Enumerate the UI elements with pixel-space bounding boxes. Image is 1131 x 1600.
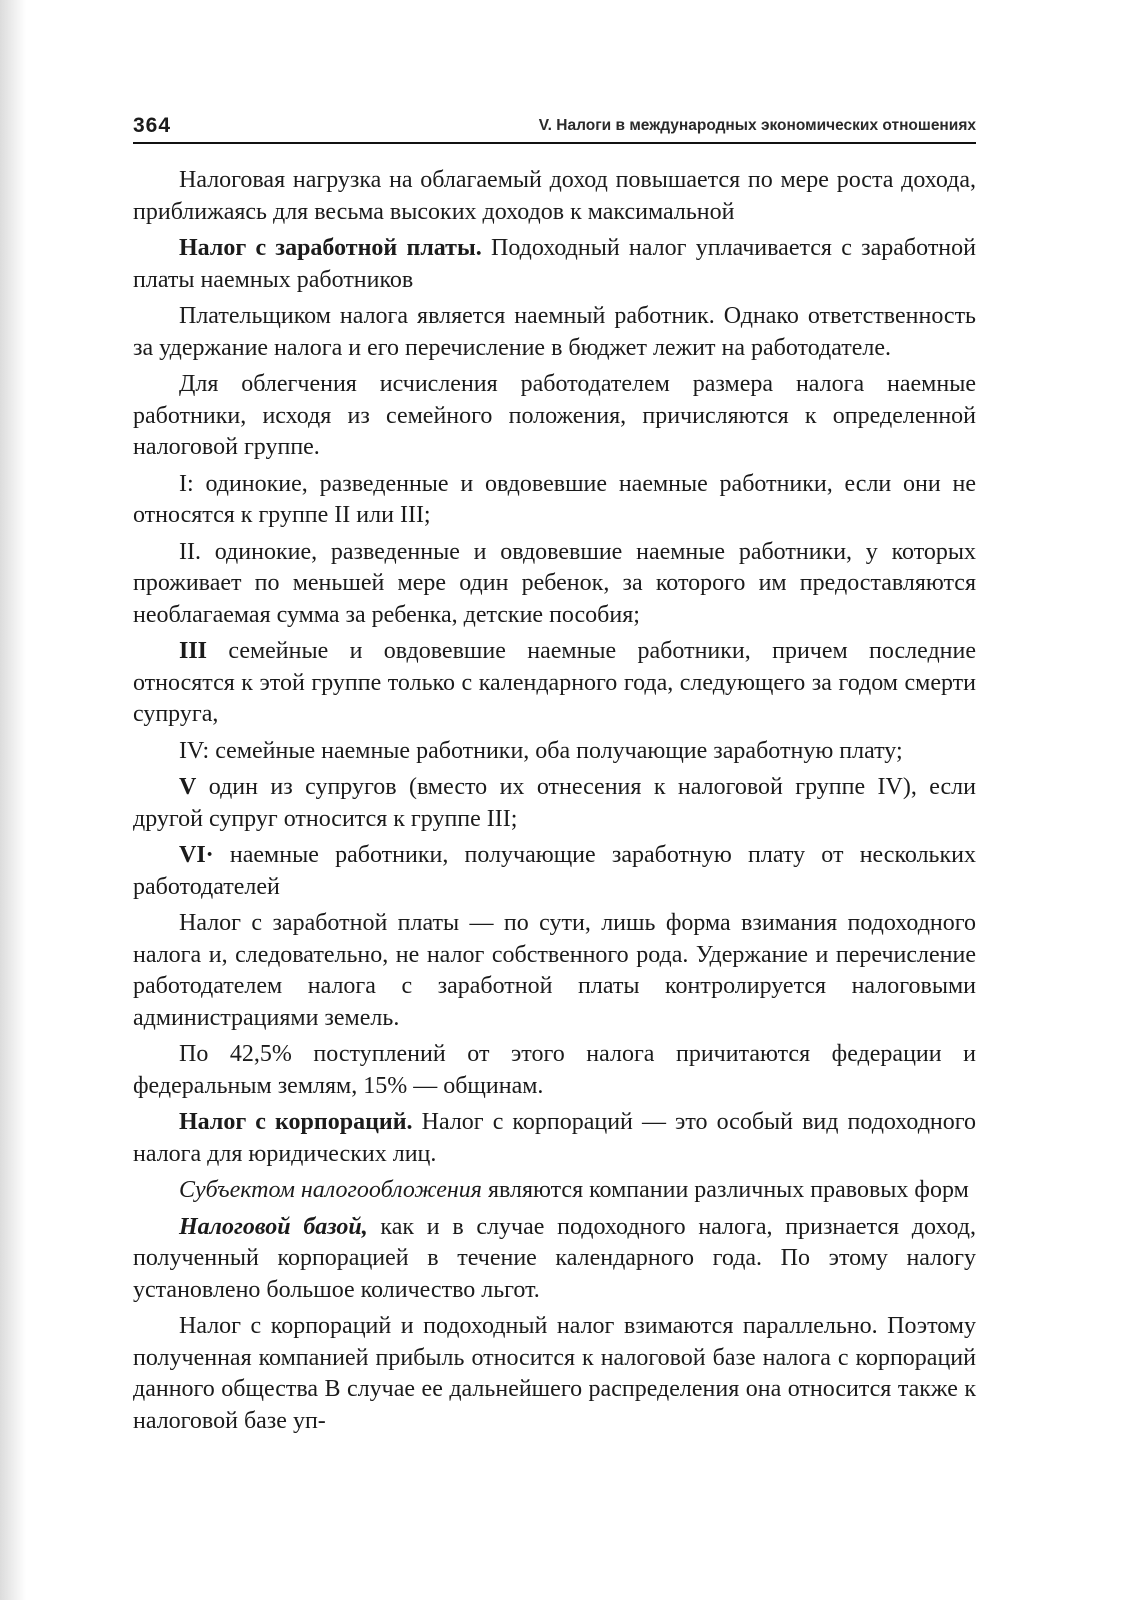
paragraph: Налоговая нагрузка на облагаемый доход повышается по мере роста дохода, приближаясь для весьма высоких доходов к максимальной xyxy=(133,167,976,225)
paragraph: Плательщиком налога является наемный работник. Однако ответственность за удержание налога и его перечисление в бюджет лежит на работодателе. xyxy=(133,303,976,361)
group-label: I: xyxy=(179,470,194,497)
section-heading: Налог с заработной платы. xyxy=(179,235,482,261)
paragraph: Налог с заработной платы — по сути, лишь форма взимания подоходного налога и, следовательно, не налог собственного рода. Удержание и перечисление работодателем налога с заработной платы контролируется налоговыми администрациями земель. xyxy=(133,910,976,1031)
group-label: II. xyxy=(179,538,201,565)
group-label: IV: xyxy=(179,737,210,764)
term-emphasis: Налоговой базой, xyxy=(179,1213,368,1240)
paragraph: Субъектом налогообложения являются компании различных правовых форм xyxy=(179,1177,969,1203)
page-number: 364 xyxy=(133,114,172,137)
paragraph: Налог с корпораций и подоходный налог взимаются параллельно. Поэтому полученная компанией прибыль относится к налоговой базе налога с корпораций данного общества В случае ее дальнейшего распределения она относится также к налоговой базе уп- xyxy=(133,1313,976,1434)
tax-group-item: V один из супругов (вместо их отнесения к налоговой группе IV), если другой супруг относится к группе III; xyxy=(133,774,976,832)
paragraph: Налог с заработной платы. Подоходный налог уплачивается с заработной платы наемных работников xyxy=(133,235,976,293)
paragraph: Налог с корпораций. Налог с корпораций — это особый вид подоходного налога для юридических лиц. xyxy=(133,1109,976,1167)
tax-group-item: III семейные и овдовевшие наемные работники, причем последние относятся к этой группе только с календарного года, следующего за годом смерти супруга, xyxy=(133,638,976,727)
paragraph: По 42,5% поступлений от этого налога причитаются федерации и федеральным землям, 15% — общинам. xyxy=(133,1041,976,1099)
tax-group-item: IV: семейные наемные работники, оба получающие заработную плату; xyxy=(179,737,903,764)
tax-group-item: II. одинокие, разведенные и овдовевшие наемные работники, у которых проживает по меньшей мере один ребенок, за которого им предоставляются необлагаемая сумма за ребенка, детские пособия; xyxy=(133,538,976,628)
page-header xyxy=(133,112,976,144)
tax-group-item: I: одинокие, разведенные и овдовевшие наемные работники, если они не относятся к группе II или III; xyxy=(133,470,976,528)
group-label: III xyxy=(179,638,208,664)
group-label: VI· xyxy=(179,842,214,868)
page-body xyxy=(133,165,976,1442)
running-title: V. Налоги в международных экономических отношениях xyxy=(538,117,976,134)
paragraph: Налоговой базой, как и в случае подоходного налога, признается доход, полученный корпорацией в течение календарного года. По этому налогу установлено большое количество льгот. xyxy=(133,1213,977,1303)
term-emphasis: Субъектом налогообложения xyxy=(179,1177,482,1203)
group-label: V xyxy=(179,774,197,800)
section-heading: Налог с корпораций. xyxy=(179,1109,413,1135)
tax-group-item: VI· наемные работники, получающие заработную плату от нескольких работодателей xyxy=(133,842,976,900)
page-edge-shadow xyxy=(0,0,26,1600)
paragraph: Для облегчения исчисления работодателем размера налога наемные работники, исходя из семейного положения, причисляются к определенной налоговой группе. xyxy=(133,371,976,460)
